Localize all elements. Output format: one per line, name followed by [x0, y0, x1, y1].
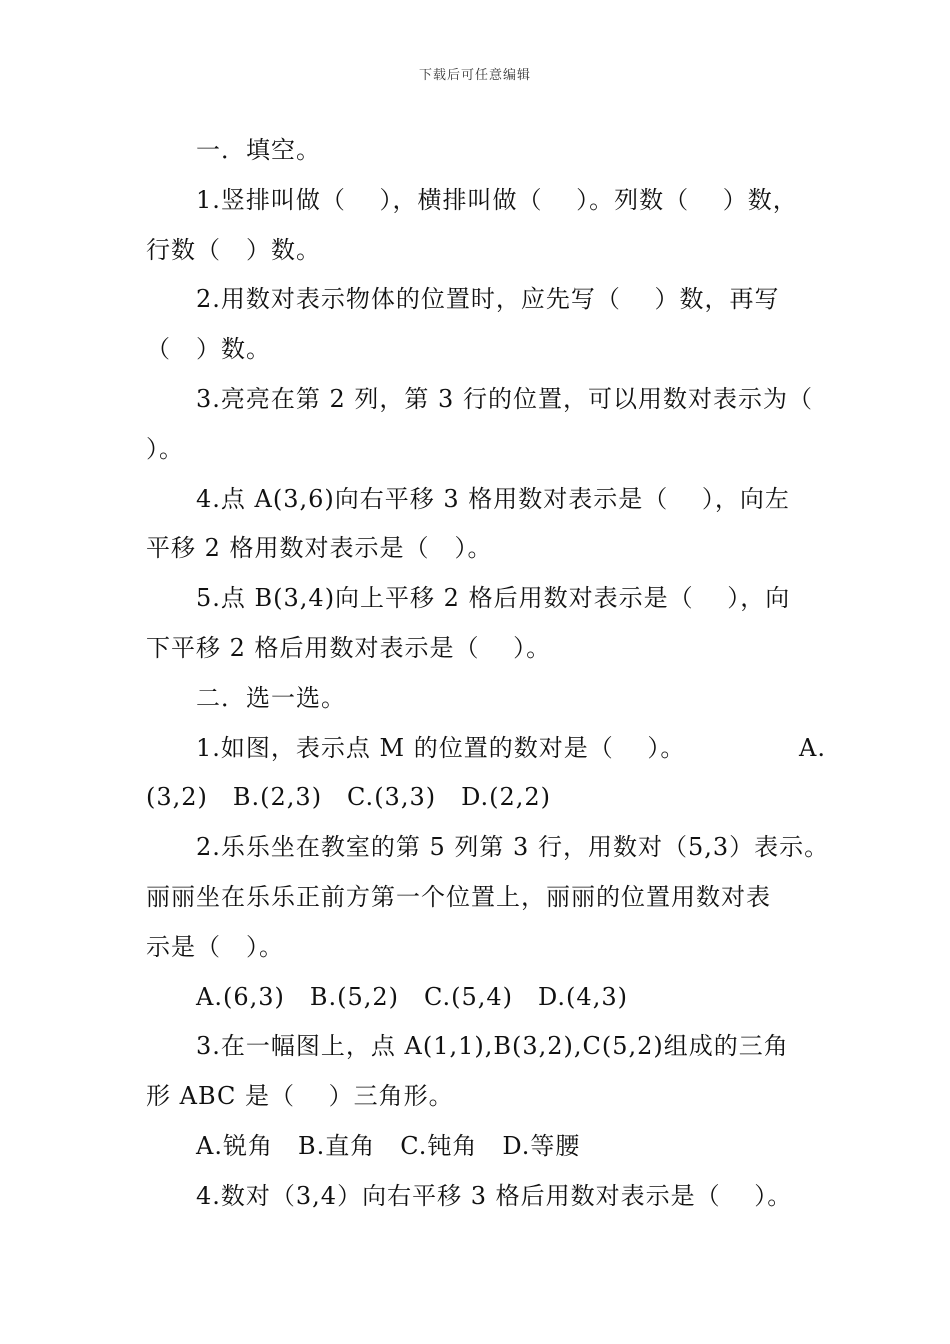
choice-q1-stem: 1.如图，表示点 M 的位置的数对是（ ）。: [196, 733, 686, 762]
choice-q1-option-a-label: A.: [799, 733, 826, 762]
choice-q1-options: (3,2) B.(2,3) C.(3,3) D.(2,2): [146, 783, 551, 812]
choice-q1-line1: [146, 724, 826, 774]
document-body: [146, 126, 830, 1222]
fill-q2-line2: （ ）数。: [146, 335, 271, 364]
choice-q3-line1: 3.在一幅图上，点 A(1,1),B(3,2),C(5,2)组成的三角: [196, 1032, 789, 1061]
choice-q3-line2: 形 ABC 是（ ）三角形。: [146, 1082, 454, 1111]
fill-q3-line2: ）。: [146, 434, 184, 463]
fill-q5-line2: 下平移 2 格后用数对表示是（ ）。: [146, 633, 552, 662]
section-title-fill-in: 一．填空。: [196, 136, 321, 164]
section-title-choice: 二．选一选。: [196, 683, 346, 712]
fill-q4-line2: 平移 2 格用数对表示是（ ）。: [146, 534, 493, 563]
choice-q2-options: A.(6,3) B.(5,2) C.(5,4) D.(4,3): [196, 982, 628, 1011]
fill-q4-line1: 4.点 A(3,6)向右平移 3 格用数对表示是（ ），向左: [196, 484, 790, 513]
choice-q2-line1: 2.乐乐坐在教室的第 5 列第 3 行，用数对（5,3）表示。: [196, 833, 830, 862]
choice-q4-line1: 4.数对（3,4）向右平移 3 格后用数对表示是（ ）。: [196, 1181, 793, 1210]
fill-q1-line2: 行数（ ）数。: [146, 235, 321, 264]
page-header: 下载后可任意编辑: [418, 68, 531, 83]
fill-q1-line1: 1.竖排叫做（ ），横排叫做（ ）。列数（ ）数，: [196, 185, 798, 214]
choice-q2-line2: 丽丽坐在乐乐正前方第一个位置上，丽丽的位置用数对表: [146, 882, 771, 911]
choice-q2-line3: 示是（ ）。: [146, 932, 284, 961]
fill-q3-line1: 3.亮亮在第 2 列，第 3 行的位置，可以用数对表示为（: [196, 384, 813, 413]
fill-q2-line1: 2.用数对表示物体的位置时，应先写（ ）数，再写: [196, 285, 780, 314]
choice-q3-options: A.锐角 B.直角 C.钝角 D.等腰: [196, 1131, 581, 1160]
fill-q5-line1: 5.点 B(3,4)向上平移 2 格后用数对表示是（ ），向: [196, 584, 791, 613]
